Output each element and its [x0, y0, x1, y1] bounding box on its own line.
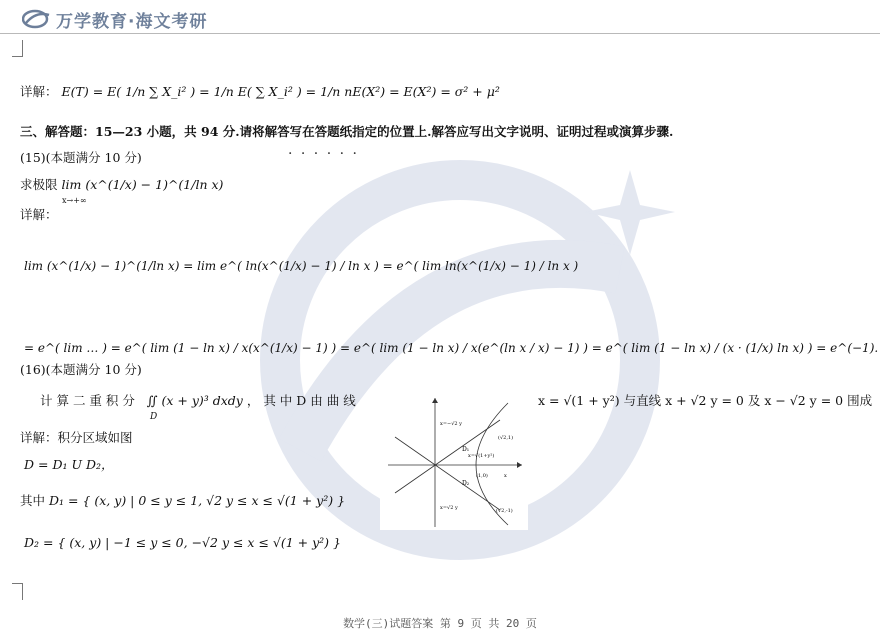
emphasis-dots: · · · · · · [288, 146, 359, 162]
diagram-label-curve: x=√(1+y²) [468, 453, 495, 459]
brand-logo [22, 7, 207, 31]
q16-text-b: ， 其 中 D 由 曲 线 [246, 393, 356, 408]
q16-d2: D₂ = { (x, y) | −1 ≤ y ≤ 0, −√2 y ≤ x ≤ √(1 + y²) } [24, 535, 341, 550]
diagram-label-p1: (√2,1) [498, 435, 514, 441]
q15-prompt: 求极限 [20, 177, 58, 192]
q16-header: (16)(本题满分 10 分) [20, 362, 142, 377]
section-heading: 三、解答题：15—23 小题，共 94 分.请将解答写在答题纸指定的位置上.解答应写出文字说明、证明过程或演算步骤. [20, 124, 674, 139]
diagram-label-o: (1,0) [476, 473, 488, 479]
q16-detail: 详解：积分区域如图 [20, 430, 133, 445]
q15-expression: lim (x^(1/x) − 1)^(1/ln x) [61, 177, 224, 192]
q16-integral-sub: D [150, 412, 158, 422]
q15-limit-sub: x→+∞ [62, 196, 87, 205]
page-footer: 数学(三)试题答案 第 9 页 共 20 页 [343, 617, 537, 630]
expectation-formula: E(T) = E( 1/n ∑ X_i² ) = 1/n E( ∑ X_i² ) = 1/n nE(X²) = E(X²) = σ² + μ² [61, 84, 500, 99]
detail-expectation [20, 84, 500, 100]
q15-prompt-line [20, 177, 223, 193]
q15-header: (15)(本题满分 10 分) [20, 150, 142, 165]
q16-d1: D₁ = { (x, y) | 0 ≤ y ≤ 1, √2 y ≤ x ≤ √(1 + y²) } [49, 493, 346, 508]
wanxue-logo-icon [22, 9, 52, 29]
diagram-label-d1: D₁ [462, 446, 470, 453]
corner-mark-bottom [12, 583, 23, 600]
corner-mark-top [12, 40, 23, 57]
region-diagram [380, 395, 528, 530]
diagram-label-p2: (√2,-1) [496, 508, 513, 514]
q15-step2: = e^( lim … ) = e^( lim (1 − ln x) / x(x^(1/x) − 1) ) = e^( lim (1 − ln x) / x(e^(ln x / x) − 1) ) = e^( lim (1 − ln x) / (x · (1/x) ln x) ) = e^(−1). [24, 341, 879, 355]
diagram-label-line2: x=√2 y [440, 505, 458, 511]
q15-detail-label: 详解： [20, 207, 58, 222]
q16-d1-line [20, 493, 345, 509]
q16-problem-c: x = √(1 + y²) 与直线 x + √2 y = 0 及 x − √2 y = 0 围成 [538, 393, 873, 408]
brand-name: 万学教育·海文考研 [56, 11, 208, 32]
header-rule [0, 33, 880, 34]
q16-problem-a [40, 393, 356, 409]
diagram-label-line1: x=−√2 y [440, 421, 462, 427]
q16-text-a: 计 算 二 重 积 分 [40, 393, 135, 408]
q16-d1-prefix: 其中 [20, 493, 46, 508]
q16-integral: ∬ (x + y)³ dxdy [146, 393, 243, 408]
q15-step1: lim (x^(1/x) − 1)^(1/ln x) = lim e^( ln(x^(1/x) − 1) / ln x ) = e^( lim ln(x^(1/x) − 1) / ln x ) [24, 259, 579, 273]
detail-label: 详解： [20, 84, 58, 99]
diagram-label-d2: D₂ [462, 480, 470, 487]
q16-d-union: D = D₁ U D₂， [24, 457, 114, 472]
diagram-label-x: x [504, 473, 507, 479]
